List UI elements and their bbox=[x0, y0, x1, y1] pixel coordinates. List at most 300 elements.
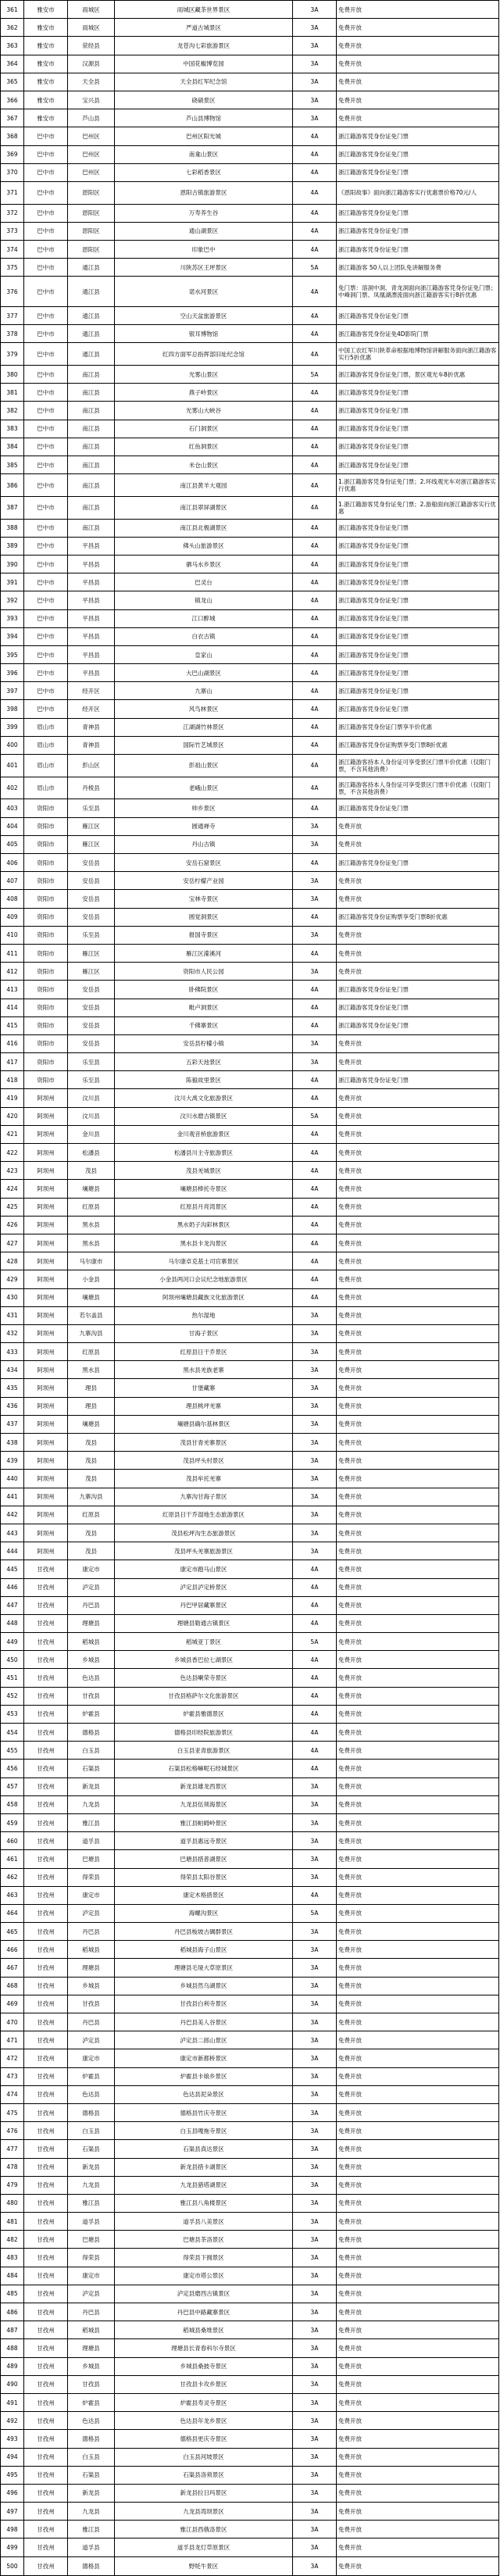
measure-cell: 浙江籍游客凭身份证免门票 bbox=[337, 204, 499, 222]
county-cell: 南江县 bbox=[68, 496, 115, 519]
row-number-cell: 490 bbox=[1, 2375, 24, 2393]
measure-cell: 免费开放 bbox=[337, 2140, 499, 2158]
measure-cell: 免费开放 bbox=[337, 2484, 499, 2502]
scenic-name-cell: 九龙县湾坝景区 bbox=[115, 2503, 293, 2521]
level-cell: 4A bbox=[293, 420, 337, 438]
level-cell: 3A bbox=[293, 109, 337, 127]
level-cell: 4A bbox=[293, 609, 337, 627]
scenic-name-cell: 巴塘县茶洛景区 bbox=[115, 2231, 293, 2249]
level-cell: 5A bbox=[293, 1633, 337, 1651]
county-cell: 巴塘县 bbox=[68, 2231, 115, 2249]
county-cell: 茂县 bbox=[68, 1434, 115, 1452]
city-cell: 巴中市 bbox=[24, 127, 68, 145]
city-cell: 阿坝州 bbox=[24, 1434, 68, 1452]
level-cell: 3A bbox=[293, 2321, 337, 2339]
city-cell: 资阳市 bbox=[24, 908, 68, 926]
scenic-name-cell: 壤塘县确尔基林景区 bbox=[115, 1415, 293, 1433]
county-cell: 宝兴县 bbox=[68, 91, 115, 109]
row-number-cell: 420 bbox=[1, 1107, 24, 1125]
county-cell: 得荣县 bbox=[68, 2249, 115, 2267]
county-cell: 恩阳区 bbox=[68, 181, 115, 204]
level-cell: 3A bbox=[293, 2249, 337, 2267]
row-number-cell: 401 bbox=[1, 755, 24, 777]
scenic-name-cell: 雨城区藏茶世界景区 bbox=[115, 1, 293, 19]
row-number-cell: 461 bbox=[1, 1850, 24, 1868]
scenic-name-cell: 汶川水磨古镇景区 bbox=[115, 1107, 293, 1125]
row-number-cell: 367 bbox=[1, 109, 24, 127]
county-cell: 新龙县 bbox=[68, 2484, 115, 2502]
table-row bbox=[1, 1941, 499, 1959]
city-cell: 阿坝州 bbox=[24, 1288, 68, 1306]
city-cell: 甘孜州 bbox=[24, 2049, 68, 2067]
level-cell: 3A bbox=[293, 1452, 337, 1470]
measure-cell: 免费开放 bbox=[337, 2067, 499, 2085]
city-cell: 雅安市 bbox=[24, 19, 68, 37]
row-number-cell: 362 bbox=[1, 19, 24, 37]
measure-cell: 免费开放 bbox=[337, 1651, 499, 1669]
row-number-cell: 398 bbox=[1, 700, 24, 718]
county-cell: 炉霍县 bbox=[68, 1705, 115, 1723]
scenic-name-cell: 丹巴县中路藏寨景区 bbox=[115, 2303, 293, 2321]
measure-cell: 浙江籍游客凭身份证免门票 bbox=[337, 420, 499, 438]
scenic-name-cell: 得荣县太阳谷景区 bbox=[115, 1868, 293, 1886]
row-number-cell: 388 bbox=[1, 519, 24, 537]
level-cell: 4A bbox=[293, 777, 337, 799]
scenic-name-cell: 康定木格措景区 bbox=[115, 1886, 293, 1904]
scenic-name-cell: 中国花椒博览园 bbox=[115, 55, 293, 73]
measure-cell: 免费开放 bbox=[337, 2103, 499, 2121]
measure-cell: 免费开放 bbox=[337, 2031, 499, 2049]
level-cell: 4A bbox=[293, 1216, 337, 1234]
county-cell: 炉霍县 bbox=[68, 2067, 115, 2085]
county-cell: 南江县 bbox=[68, 420, 115, 438]
scenic-name-cell: 安岳石窟景区 bbox=[115, 854, 293, 872]
table-row bbox=[1, 573, 499, 591]
measure-cell: 浙江籍游客凭身份证免门票 bbox=[337, 306, 499, 324]
measure-cell: 免费开放 bbox=[337, 1270, 499, 1288]
level-cell: 3A bbox=[293, 2303, 337, 2321]
city-cell: 阿坝州 bbox=[24, 1162, 68, 1180]
level-cell: 3A bbox=[293, 1306, 337, 1324]
city-cell: 阿坝州 bbox=[24, 1397, 68, 1415]
table-row bbox=[1, 1542, 499, 1560]
scenic-name-cell: 红鱼洞景区 bbox=[115, 438, 293, 456]
measure-cell: 免费开放 bbox=[337, 37, 499, 55]
row-number-cell: 465 bbox=[1, 1923, 24, 1941]
level-cell: 4A bbox=[293, 755, 337, 777]
measure-cell: 浙江籍游客凭身份证免门票 bbox=[337, 664, 499, 682]
scenic-name-cell: 德格县印经院旅游景区 bbox=[115, 1724, 293, 1742]
level-cell: 3A bbox=[293, 2267, 337, 2285]
level-cell: 3A bbox=[293, 872, 337, 890]
measure-cell: 免费开放 bbox=[337, 1669, 499, 1687]
row-number-cell: 469 bbox=[1, 1995, 24, 2013]
measure-cell: 浙江籍游客凭身份证免门票 bbox=[337, 384, 499, 402]
table-row bbox=[1, 2013, 499, 2031]
level-cell: 4A bbox=[293, 204, 337, 222]
scenic-name-cell: 江湖湖竹林景区 bbox=[115, 718, 293, 736]
city-cell: 甘孜州 bbox=[24, 1995, 68, 2013]
row-number-cell: 409 bbox=[1, 908, 24, 926]
measure-cell: 免费开放 bbox=[337, 1379, 499, 1397]
city-cell: 阿坝州 bbox=[24, 1125, 68, 1143]
scenic-name-cell: 德格县更庆寺景区 bbox=[115, 2430, 293, 2448]
level-cell: 4A bbox=[293, 1270, 337, 1288]
scenic-name-cell: 康定市跑马山景区 bbox=[115, 1560, 293, 1578]
measure-cell: 免费开放 bbox=[337, 1850, 499, 1868]
city-cell: 巴中市 bbox=[24, 343, 68, 366]
row-number-cell: 435 bbox=[1, 1379, 24, 1397]
table-row bbox=[1, 1470, 499, 1488]
table-row bbox=[1, 2140, 499, 2158]
scenic-name-cell: 毗卢洞景区 bbox=[115, 999, 293, 1016]
row-number-cell: 379 bbox=[1, 343, 24, 366]
county-cell: 巴州区 bbox=[68, 145, 115, 163]
table-row bbox=[1, 890, 499, 908]
city-cell: 阿坝州 bbox=[24, 1144, 68, 1162]
scenic-name-cell: 道孚县龙灯草原景区 bbox=[115, 2538, 293, 2556]
level-cell: 3A bbox=[293, 2466, 337, 2484]
level-cell: 4A bbox=[293, 496, 337, 519]
scenic-name-cell: 理塘县毛垭大草原景区 bbox=[115, 1959, 293, 1977]
row-number-cell: 365 bbox=[1, 73, 24, 91]
row-number-cell: 499 bbox=[1, 2538, 24, 2556]
row-number-cell: 457 bbox=[1, 1777, 24, 1795]
level-cell: 3A bbox=[293, 2103, 337, 2121]
table-row bbox=[1, 1724, 499, 1742]
table-row bbox=[1, 222, 499, 240]
table-row bbox=[1, 1198, 499, 1216]
measure-cell: 浙江籍游客凭身份证免门票 bbox=[337, 402, 499, 420]
scenic-name-cell: 严道古城景区 bbox=[115, 19, 293, 37]
table-row bbox=[1, 181, 499, 204]
scenic-name-cell: 圆觉洞景区 bbox=[115, 908, 293, 926]
row-number-cell: 471 bbox=[1, 2031, 24, 2049]
row-number-cell: 463 bbox=[1, 1886, 24, 1904]
level-cell: 3A bbox=[293, 2176, 337, 2194]
measure-cell: 免费开放 bbox=[337, 1742, 499, 1760]
level-cell: 3A bbox=[293, 890, 337, 908]
measure-cell: 浙江籍游客持本人身份证可享受景区门票半价优惠（仅限门票，不含其他消费） bbox=[337, 755, 499, 777]
level-cell: 4A bbox=[293, 591, 337, 609]
row-number-cell: 412 bbox=[1, 963, 24, 981]
measure-cell: 免费开放 bbox=[337, 1125, 499, 1143]
row-number-cell: 396 bbox=[1, 664, 24, 682]
city-cell: 甘孜州 bbox=[24, 1923, 68, 1941]
scenic-name-cell: 理塘县勒通古镇景区 bbox=[115, 1614, 293, 1632]
county-cell: 南江县 bbox=[68, 456, 115, 474]
measure-cell: 免费开放 bbox=[337, 2158, 499, 2176]
row-number-cell: 430 bbox=[1, 1288, 24, 1306]
row-number-cell: 474 bbox=[1, 2085, 24, 2103]
measure-cell: 浙江籍游客凭身份证免门票 bbox=[337, 127, 499, 145]
scenic-name-cell: 炉霍县雅德景区 bbox=[115, 1705, 293, 1723]
county-cell: 石渠县 bbox=[68, 2466, 115, 2484]
scenic-name-cell: 报国寺景区 bbox=[115, 926, 293, 944]
table-row bbox=[1, 1089, 499, 1107]
row-number-cell: 369 bbox=[1, 145, 24, 163]
measure-cell: 免费开放 bbox=[337, 1415, 499, 1433]
level-cell: 3A bbox=[293, 91, 337, 109]
city-cell: 巴中市 bbox=[24, 181, 68, 204]
row-number-cell: 387 bbox=[1, 496, 24, 519]
scenic-name-cell: 金川观音桥旅游景区 bbox=[115, 1125, 293, 1143]
level-cell: 4A bbox=[293, 1144, 337, 1162]
county-cell: 德格县 bbox=[68, 2430, 115, 2448]
county-cell: 平昌县 bbox=[68, 645, 115, 663]
county-cell: 黑水县 bbox=[68, 1234, 115, 1252]
row-number-cell: 460 bbox=[1, 1832, 24, 1850]
scenic-name-cell: 甘孜县卡攻乡景区 bbox=[115, 2375, 293, 2393]
level-cell: 4A bbox=[293, 1288, 337, 1306]
county-cell: 雅江县 bbox=[68, 2194, 115, 2212]
row-number-cell: 364 bbox=[1, 55, 24, 73]
table-row bbox=[1, 2213, 499, 2231]
county-cell: 芦山县 bbox=[68, 109, 115, 127]
city-cell: 阿坝州 bbox=[24, 1524, 68, 1542]
city-cell: 阿坝州 bbox=[24, 1252, 68, 1270]
level-cell: 4A bbox=[293, 682, 337, 700]
city-cell: 资阳市 bbox=[24, 926, 68, 944]
county-cell: 红原县 bbox=[68, 1506, 115, 1524]
measure-cell: 浙江籍游客凭身份证免门票 bbox=[337, 854, 499, 872]
measure-cell: 免费开放 bbox=[337, 1034, 499, 1052]
level-cell: 3A bbox=[293, 2521, 337, 2538]
level-cell: 5A bbox=[293, 1107, 337, 1125]
city-cell: 甘孜州 bbox=[24, 1669, 68, 1687]
table-row bbox=[1, 73, 499, 91]
level-cell: 4A bbox=[293, 1234, 337, 1252]
measure-cell: 免费开放 bbox=[337, 1107, 499, 1125]
county-cell: 雁江区 bbox=[68, 817, 115, 835]
city-cell: 甘孜州 bbox=[24, 2503, 68, 2521]
row-number-cell: 381 bbox=[1, 384, 24, 402]
city-cell: 巴中市 bbox=[24, 456, 68, 474]
measure-cell: 1.浙江籍游客凭身份证免门票；2.游船面向浙江籍游客实行优惠 bbox=[337, 496, 499, 519]
row-number-cell: 390 bbox=[1, 555, 24, 573]
scenic-name-cell: 红四方面军总指挥部旧址纪念馆 bbox=[115, 343, 293, 366]
scenic-name-cell: 泸定县泸定桥景区 bbox=[115, 1578, 293, 1596]
row-number-cell: 486 bbox=[1, 2303, 24, 2321]
scenic-name-cell: 康定市塔公景区 bbox=[115, 2267, 293, 2285]
scenic-name-cell: 宝林寺景区 bbox=[115, 890, 293, 908]
city-cell: 阿坝州 bbox=[24, 1415, 68, 1433]
row-number-cell: 444 bbox=[1, 1542, 24, 1560]
table-row bbox=[1, 1813, 499, 1831]
table-row bbox=[1, 204, 499, 222]
scenic-name-cell: 雅江县八角楼景区 bbox=[115, 2194, 293, 2212]
scenic-name-cell: 稻城县海子山景区 bbox=[115, 1941, 293, 1959]
table-row bbox=[1, 1578, 499, 1596]
scenic-name-cell: 印象巴中 bbox=[115, 240, 293, 258]
level-cell: 3A bbox=[293, 1434, 337, 1452]
measure-cell: 免费开放 bbox=[337, 2285, 499, 2303]
row-number-cell: 500 bbox=[1, 2556, 24, 2575]
table-row bbox=[1, 2031, 499, 2049]
row-number-cell: 363 bbox=[1, 37, 24, 55]
table-row bbox=[1, 496, 499, 519]
city-cell: 甘孜州 bbox=[24, 2194, 68, 2212]
row-number-cell: 482 bbox=[1, 2231, 24, 2249]
county-cell: 平昌县 bbox=[68, 537, 115, 555]
measure-cell: 1.浙江籍游客凭身份证免门票；2.环线观光车对浙江籍游客实行优惠 bbox=[337, 474, 499, 497]
level-cell: 4A bbox=[293, 1180, 337, 1198]
table-row bbox=[1, 2357, 499, 2375]
table-row bbox=[1, 1669, 499, 1687]
measure-cell: 免费开放 bbox=[337, 2321, 499, 2339]
level-cell: 4A bbox=[293, 736, 337, 754]
measure-cell: 免费开放 bbox=[337, 2176, 499, 2194]
measure-cell: 免费开放 bbox=[337, 2049, 499, 2067]
county-cell: 通江县 bbox=[68, 343, 115, 366]
row-number-cell: 400 bbox=[1, 736, 24, 754]
county-cell: 甘孜县 bbox=[68, 2375, 115, 2393]
city-cell: 巴中市 bbox=[24, 240, 68, 258]
scenic-name-cell: 巴州区阳光城 bbox=[115, 127, 293, 145]
measure-cell: 免费开放 bbox=[337, 1886, 499, 1904]
level-cell: 4A bbox=[293, 1760, 337, 1777]
scenic-name-cell: 龙苍沟七彩旅游景区 bbox=[115, 37, 293, 55]
county-cell: 巴州区 bbox=[68, 163, 115, 181]
table-row bbox=[1, 2484, 499, 2502]
measure-cell: 免费开放 bbox=[337, 1633, 499, 1651]
city-cell: 甘孜州 bbox=[24, 1760, 68, 1777]
county-cell: 康定市 bbox=[68, 1560, 115, 1578]
scenic-name-cell: 丹巴县美人谷景区 bbox=[115, 2013, 293, 2031]
row-number-cell: 378 bbox=[1, 325, 24, 343]
measure-cell: 免费开放 bbox=[337, 1198, 499, 1216]
measure-cell: 浙江籍游客凭身份证免门票，景区观光车8折优惠 bbox=[337, 366, 499, 384]
city-cell: 巴中市 bbox=[24, 474, 68, 497]
measure-cell: 免费开放 bbox=[337, 1252, 499, 1270]
table-row bbox=[1, 1016, 499, 1034]
measure-cell: 免费开放 bbox=[337, 1977, 499, 1995]
table-row bbox=[1, 343, 499, 366]
row-number-cell: 393 bbox=[1, 609, 24, 627]
measure-cell: 免费开放 bbox=[337, 1180, 499, 1198]
county-cell: 汶川县 bbox=[68, 1107, 115, 1125]
table-row bbox=[1, 555, 499, 573]
scenic-name-cell: 雅江县西俄洛景区 bbox=[115, 2521, 293, 2538]
scenic-name-cell: 茂县甘青羌寨景区 bbox=[115, 1434, 293, 1452]
city-cell: 甘孜州 bbox=[24, 1633, 68, 1651]
row-number-cell: 485 bbox=[1, 2285, 24, 2303]
scenic-name-cell: 九寨沟甘海子景区 bbox=[115, 1488, 293, 1506]
row-number-cell: 404 bbox=[1, 817, 24, 835]
level-cell: 4A bbox=[293, 1252, 337, 1270]
level-cell: 4A bbox=[293, 1705, 337, 1723]
scenic-name-cell: 新龙县拉日玛景区 bbox=[115, 2484, 293, 2502]
county-cell: 德格县 bbox=[68, 2556, 115, 2575]
table-row bbox=[1, 799, 499, 817]
city-cell: 巴中市 bbox=[24, 277, 68, 307]
county-cell: 稻城县 bbox=[68, 1633, 115, 1651]
city-cell: 甘孜州 bbox=[24, 1777, 68, 1795]
county-cell: 安岳县 bbox=[68, 890, 115, 908]
county-cell: 黑水县 bbox=[68, 1216, 115, 1234]
row-number-cell: 489 bbox=[1, 2357, 24, 2375]
table-row bbox=[1, 1995, 499, 2013]
measure-cell: 浙江籍游客凭身份证门票享半价优惠 bbox=[337, 718, 499, 736]
county-cell: 南江县 bbox=[68, 384, 115, 402]
measure-cell: 中国工农红军川陕革命根据地博物馆讲解服务面向浙江籍游客实行5折优惠 bbox=[337, 343, 499, 366]
city-cell: 巴中市 bbox=[24, 204, 68, 222]
row-number-cell: 416 bbox=[1, 1034, 24, 1052]
level-cell: 3A bbox=[293, 835, 337, 853]
table-row bbox=[1, 2103, 499, 2121]
table-row bbox=[1, 1633, 499, 1651]
city-cell: 资阳市 bbox=[24, 1016, 68, 1034]
scenic-name-cell: 马尔康卓克基土司官寨景区 bbox=[115, 1252, 293, 1270]
city-cell: 资阳市 bbox=[24, 999, 68, 1016]
level-cell: 4A bbox=[293, 908, 337, 926]
table-row bbox=[1, 474, 499, 497]
measure-cell: 免费开放 bbox=[337, 1144, 499, 1162]
table-row bbox=[1, 1234, 499, 1252]
scenic-name-cell: 江口醉城 bbox=[115, 609, 293, 627]
scenic-name-cell: 海螺沟景区 bbox=[115, 1904, 293, 1922]
city-cell: 甘孜州 bbox=[24, 1832, 68, 1850]
county-cell: 平昌县 bbox=[68, 591, 115, 609]
scenic-name-cell: 老峨山景区 bbox=[115, 777, 293, 799]
level-cell: 3A bbox=[293, 2339, 337, 2357]
table-row bbox=[1, 1324, 499, 1342]
level-cell: 3A bbox=[293, 1488, 337, 1506]
measure-cell: 免费开放 bbox=[337, 73, 499, 91]
row-number-cell: 410 bbox=[1, 926, 24, 944]
table-row bbox=[1, 981, 499, 999]
table-row bbox=[1, 2430, 499, 2448]
row-number-cell: 380 bbox=[1, 366, 24, 384]
row-number-cell: 484 bbox=[1, 2267, 24, 2285]
measure-cell: 免费开放 bbox=[337, 1, 499, 19]
row-number-cell: 441 bbox=[1, 1488, 24, 1506]
row-number-cell: 467 bbox=[1, 1959, 24, 1977]
table-row bbox=[1, 1343, 499, 1361]
county-cell: 乐至县 bbox=[68, 1071, 115, 1089]
county-cell: 道孚县 bbox=[68, 1832, 115, 1850]
table-row bbox=[1, 835, 499, 853]
level-cell: 3A bbox=[293, 1995, 337, 2013]
measure-cell: 免费开放 bbox=[337, 2466, 499, 2484]
measure-cell: 免费开放 bbox=[337, 1687, 499, 1705]
county-cell: 茂县 bbox=[68, 1452, 115, 1470]
table-row bbox=[1, 2049, 499, 2067]
measure-cell: 免费开放 bbox=[337, 1288, 499, 1306]
level-cell: 3A bbox=[293, 37, 337, 55]
measure-cell: 免费开放 bbox=[337, 1705, 499, 1723]
level-cell: 4A bbox=[293, 306, 337, 324]
measure-cell: 免费开放 bbox=[337, 1216, 499, 1234]
table-row bbox=[1, 1415, 499, 1433]
county-cell: 理县 bbox=[68, 1379, 115, 1397]
table-row bbox=[1, 1886, 499, 1904]
county-cell: 壤塘县 bbox=[68, 1288, 115, 1306]
measure-cell: 免费开放 bbox=[337, 1343, 499, 1361]
scenic-name-cell: 安岳县柠檬小镇 bbox=[115, 1034, 293, 1052]
scenic-name-cell: 雅江县帕姆岭景区 bbox=[115, 1813, 293, 1831]
measure-cell: 免费开放 bbox=[337, 2085, 499, 2103]
measure-cell: 免费开放 bbox=[337, 2213, 499, 2231]
city-cell: 甘孜州 bbox=[24, 2375, 68, 2393]
row-number-cell: 494 bbox=[1, 2448, 24, 2466]
county-cell: 平昌县 bbox=[68, 555, 115, 573]
scenic-name-cell: 黑水县羌族老寨 bbox=[115, 1361, 293, 1379]
row-number-cell: 373 bbox=[1, 222, 24, 240]
county-cell: 通江县 bbox=[68, 306, 115, 324]
measure-cell: 免费开放 bbox=[337, 1452, 499, 1470]
measure-cell: 浙江籍游客凭身份证免门票 bbox=[337, 519, 499, 537]
